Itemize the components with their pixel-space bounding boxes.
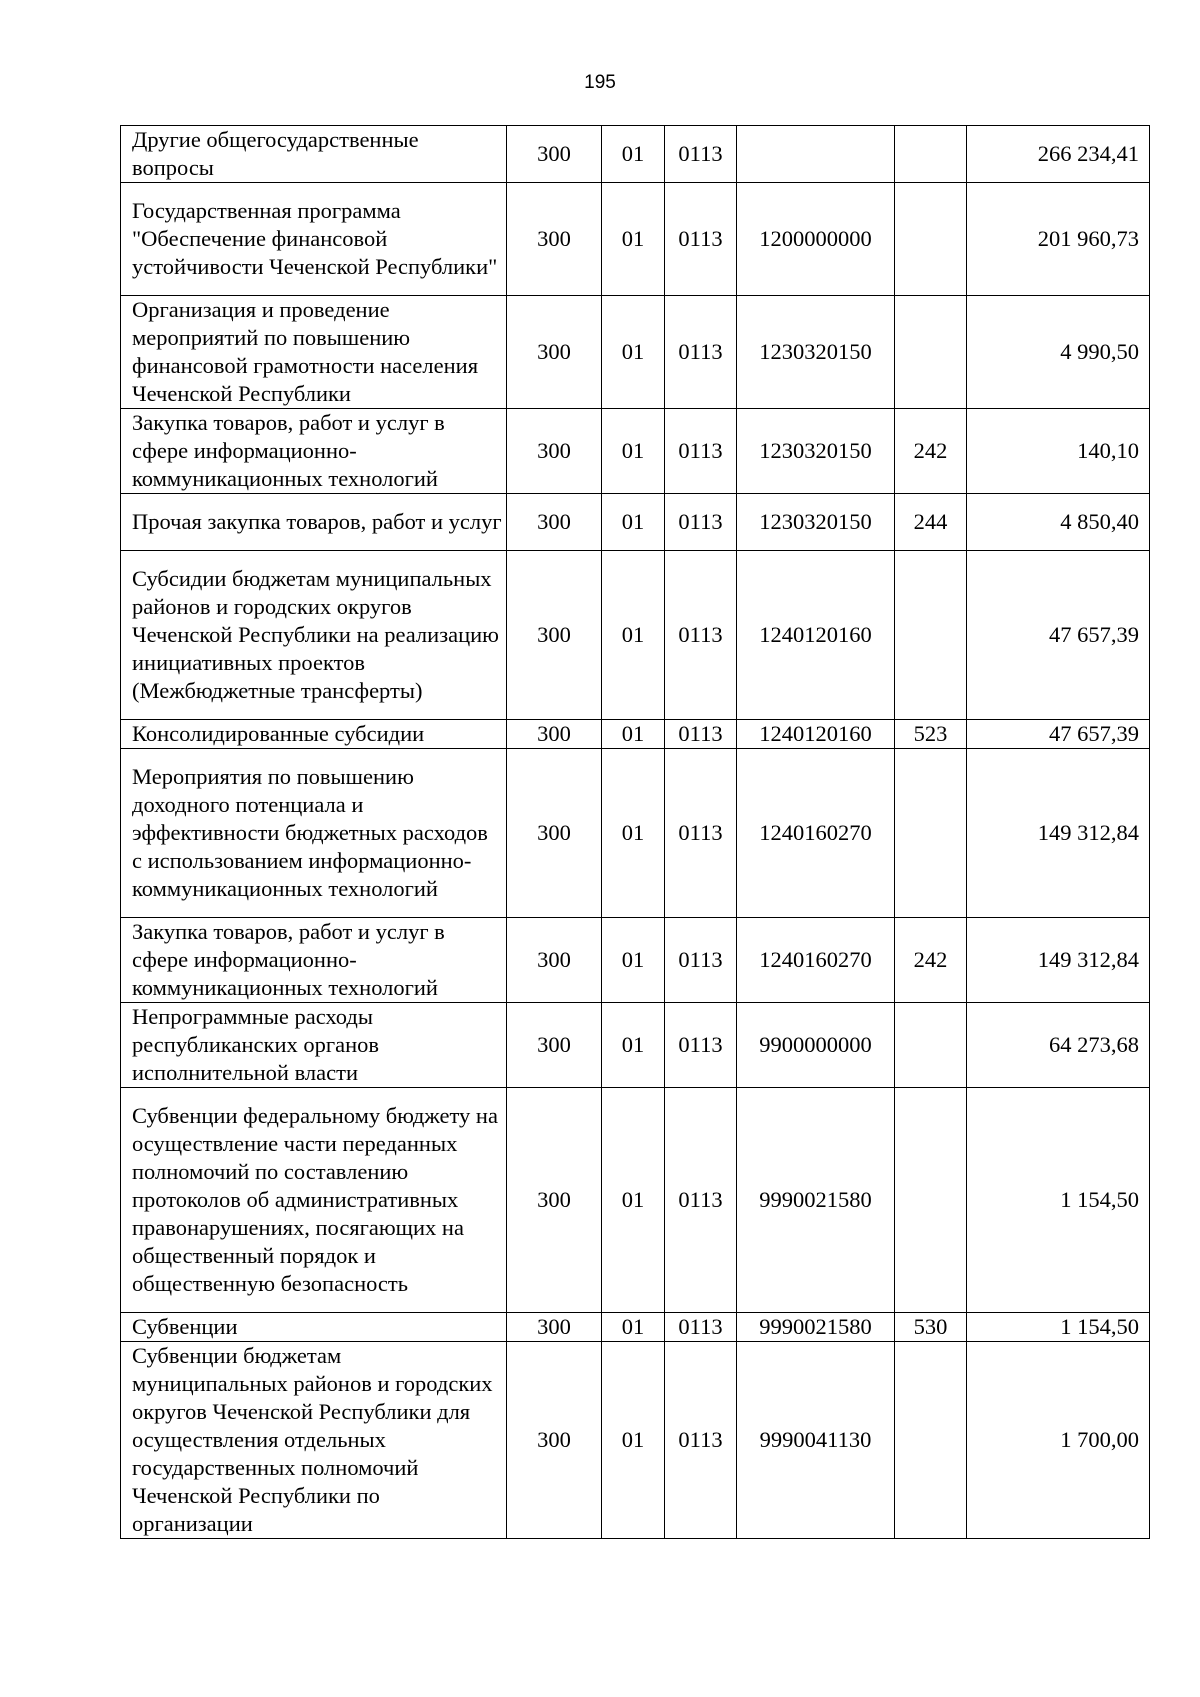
row-subsection-cell: 0113 (665, 296, 737, 409)
row-name-cell: Организация и проведение мероприятий по повышению финансовой грамотности населения Чеченской Республики (121, 296, 507, 409)
row-section-cell: 01 (602, 183, 665, 296)
row-code-cell: 300 (507, 1342, 602, 1539)
row-target-cell: 1240160270 (737, 918, 895, 1003)
row-section-cell: 01 (602, 551, 665, 720)
row-section-cell: 01 (602, 494, 665, 551)
table-row (121, 494, 1150, 551)
row-amount-cell: 149 312,84 (967, 918, 1150, 1003)
row-amount-cell: 266 234,41 (967, 126, 1150, 183)
row-type-cell (895, 296, 967, 409)
row-name-cell: Консолидированные субсидии (121, 720, 507, 749)
table-row (121, 1342, 1150, 1539)
row-type-cell: 242 (895, 409, 967, 494)
row-target-cell: 9990021580 (737, 1313, 895, 1342)
row-amount-cell: 140,10 (967, 409, 1150, 494)
row-target-cell: 1240160270 (737, 749, 895, 918)
table-row (121, 1088, 1150, 1313)
row-amount-cell: 47 657,39 (967, 551, 1150, 720)
row-section-cell: 01 (602, 1313, 665, 1342)
row-code-cell: 300 (507, 551, 602, 720)
row-section-cell: 01 (602, 918, 665, 1003)
row-name-cell: Субвенции (121, 1313, 507, 1342)
row-name-cell: Мероприятия по повышению доходного потенциала и эффективности бюджетных расходов с использованием информационно-коммуникационных технологий (121, 749, 507, 918)
table-row (121, 918, 1150, 1003)
row-code-cell: 300 (507, 409, 602, 494)
row-code-cell: 300 (507, 749, 602, 918)
row-section-cell: 01 (602, 1088, 665, 1313)
row-section-cell: 01 (602, 126, 665, 183)
row-section-cell: 01 (602, 1342, 665, 1539)
row-target-cell: 1200000000 (737, 183, 895, 296)
row-amount-cell: 47 657,39 (967, 720, 1150, 749)
row-subsection-cell: 0113 (665, 551, 737, 720)
row-target-cell: 9990041130 (737, 1342, 895, 1539)
table-row (121, 551, 1150, 720)
row-code-cell: 300 (507, 126, 602, 183)
row-code-cell: 300 (507, 296, 602, 409)
row-code-cell: 300 (507, 720, 602, 749)
row-type-cell (895, 1003, 967, 1088)
row-target-cell: 9990021580 (737, 1088, 895, 1313)
row-name-cell: Субсидии бюджетам муниципальных районов и городских округов Чеченской Республики на реализацию инициативных проектов (Межбюджетные трансферты) (121, 551, 507, 720)
row-amount-cell: 1 700,00 (967, 1342, 1150, 1539)
row-amount-cell: 64 273,68 (967, 1003, 1150, 1088)
row-target-cell: 9900000000 (737, 1003, 895, 1088)
table-row (121, 749, 1150, 918)
row-type-cell (895, 1342, 967, 1539)
row-name-cell: Закупка товаров, работ и услуг в сфере информационно-коммуникационных технологий (121, 918, 507, 1003)
row-subsection-cell: 0113 (665, 409, 737, 494)
row-code-cell: 300 (507, 183, 602, 296)
row-amount-cell: 1 154,50 (967, 1313, 1150, 1342)
row-name-cell: Субвенции бюджетам муниципальных районов и городских округов Чеченской Республики для осуществления отдельных государственных полномочий Чеченской Республики по организации (121, 1342, 507, 1539)
row-target-cell (737, 126, 895, 183)
row-amount-cell: 4 850,40 (967, 494, 1150, 551)
row-subsection-cell: 0113 (665, 1088, 737, 1313)
row-subsection-cell: 0113 (665, 126, 737, 183)
row-amount-cell: 1 154,50 (967, 1088, 1150, 1313)
row-name-cell: Государственная программа "Обеспечение финансовой устойчивости Чеченской Республики" (121, 183, 507, 296)
row-name-cell: Другие общегосударственные вопросы (121, 126, 507, 183)
table-row (121, 126, 1150, 183)
row-amount-cell: 4 990,50 (967, 296, 1150, 409)
row-amount-cell: 201 960,73 (967, 183, 1150, 296)
row-code-cell: 300 (507, 1088, 602, 1313)
row-target-cell: 1240120160 (737, 720, 895, 749)
row-subsection-cell: 0113 (665, 494, 737, 551)
table-row (121, 183, 1150, 296)
row-code-cell: 300 (507, 1003, 602, 1088)
row-code-cell: 300 (507, 1313, 602, 1342)
row-subsection-cell: 0113 (665, 183, 737, 296)
budget-table (120, 125, 1150, 1539)
row-type-cell (895, 1088, 967, 1313)
row-section-cell: 01 (602, 720, 665, 749)
table-row (121, 1003, 1150, 1088)
row-type-cell (895, 126, 967, 183)
row-name-cell: Непрограммные расходы республиканских органов исполнительной власти (121, 1003, 507, 1088)
row-code-cell: 300 (507, 918, 602, 1003)
row-type-cell: 244 (895, 494, 967, 551)
row-subsection-cell: 0113 (665, 720, 737, 749)
row-code-cell: 300 (507, 494, 602, 551)
row-amount-cell: 149 312,84 (967, 749, 1150, 918)
row-subsection-cell: 0113 (665, 918, 737, 1003)
table-row (121, 720, 1150, 749)
row-type-cell (895, 183, 967, 296)
row-section-cell: 01 (602, 749, 665, 918)
row-target-cell: 1240120160 (737, 551, 895, 720)
page-number: 195 (584, 72, 616, 93)
row-name-cell: Закупка товаров, работ и услуг в сфере информационно-коммуникационных технологий (121, 409, 507, 494)
table-row (121, 296, 1150, 409)
row-section-cell: 01 (602, 409, 665, 494)
row-name-cell: Прочая закупка товаров, работ и услуг (121, 494, 507, 551)
row-name-cell: Субвенции федеральному бюджету на осуществление части переданных полномочий по составлению протоколов об административных правонарушениях, посягающих на общественный порядок и общественную безопасность (121, 1088, 507, 1313)
row-target-cell: 1230320150 (737, 409, 895, 494)
row-type-cell: 530 (895, 1313, 967, 1342)
row-target-cell: 1230320150 (737, 494, 895, 551)
row-subsection-cell: 0113 (665, 1003, 737, 1088)
row-target-cell: 1230320150 (737, 296, 895, 409)
row-type-cell (895, 749, 967, 918)
row-subsection-cell: 0113 (665, 1342, 737, 1539)
row-type-cell: 523 (895, 720, 967, 749)
row-type-cell: 242 (895, 918, 967, 1003)
table-row (121, 409, 1150, 494)
row-section-cell: 01 (602, 296, 665, 409)
row-type-cell (895, 551, 967, 720)
row-subsection-cell: 0113 (665, 749, 737, 918)
table-row (121, 1313, 1150, 1342)
row-subsection-cell: 0113 (665, 1313, 737, 1342)
row-section-cell: 01 (602, 1003, 665, 1088)
